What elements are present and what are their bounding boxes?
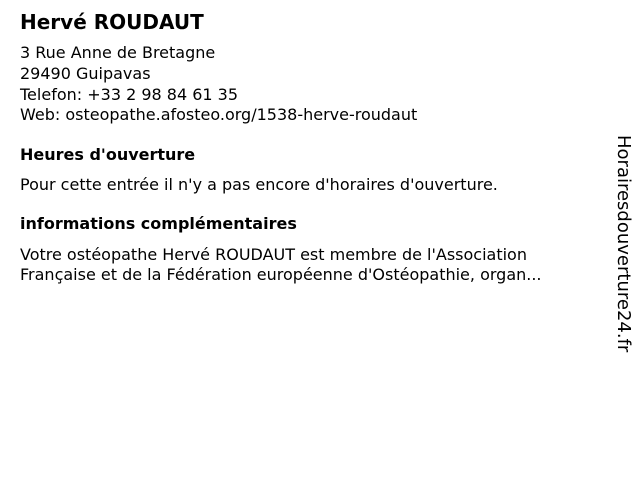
opening-hours-heading: Heures d'ouverture [20,145,196,164]
additional-info-heading: informations complémentaires [20,214,297,233]
phone-number: Telefon: +33 2 98 84 61 35 [20,85,239,104]
opening-hours-text: Pour cette entrée il n'y a pas encore d'horaires d'ouverture. [20,175,498,194]
address-street: 3 Rue Anne de Bretagne [20,43,216,62]
page-title: Hervé ROUDAUT [20,10,204,34]
site-watermark: Horairesdouverture24.fr [613,135,634,353]
website-link[interactable]: Web: osteopathe.afosteo.org/1538-herve-roudaut [20,105,418,124]
address-postal-city: 29490 Guipavas [20,64,151,83]
additional-info-line-1: Votre ostéopathe Hervé ROUDAUT est membre de l'Association [20,245,527,264]
additional-info-line-2: Française et de la Fédération européenne d'Ostéopathie, organ... [20,265,542,284]
